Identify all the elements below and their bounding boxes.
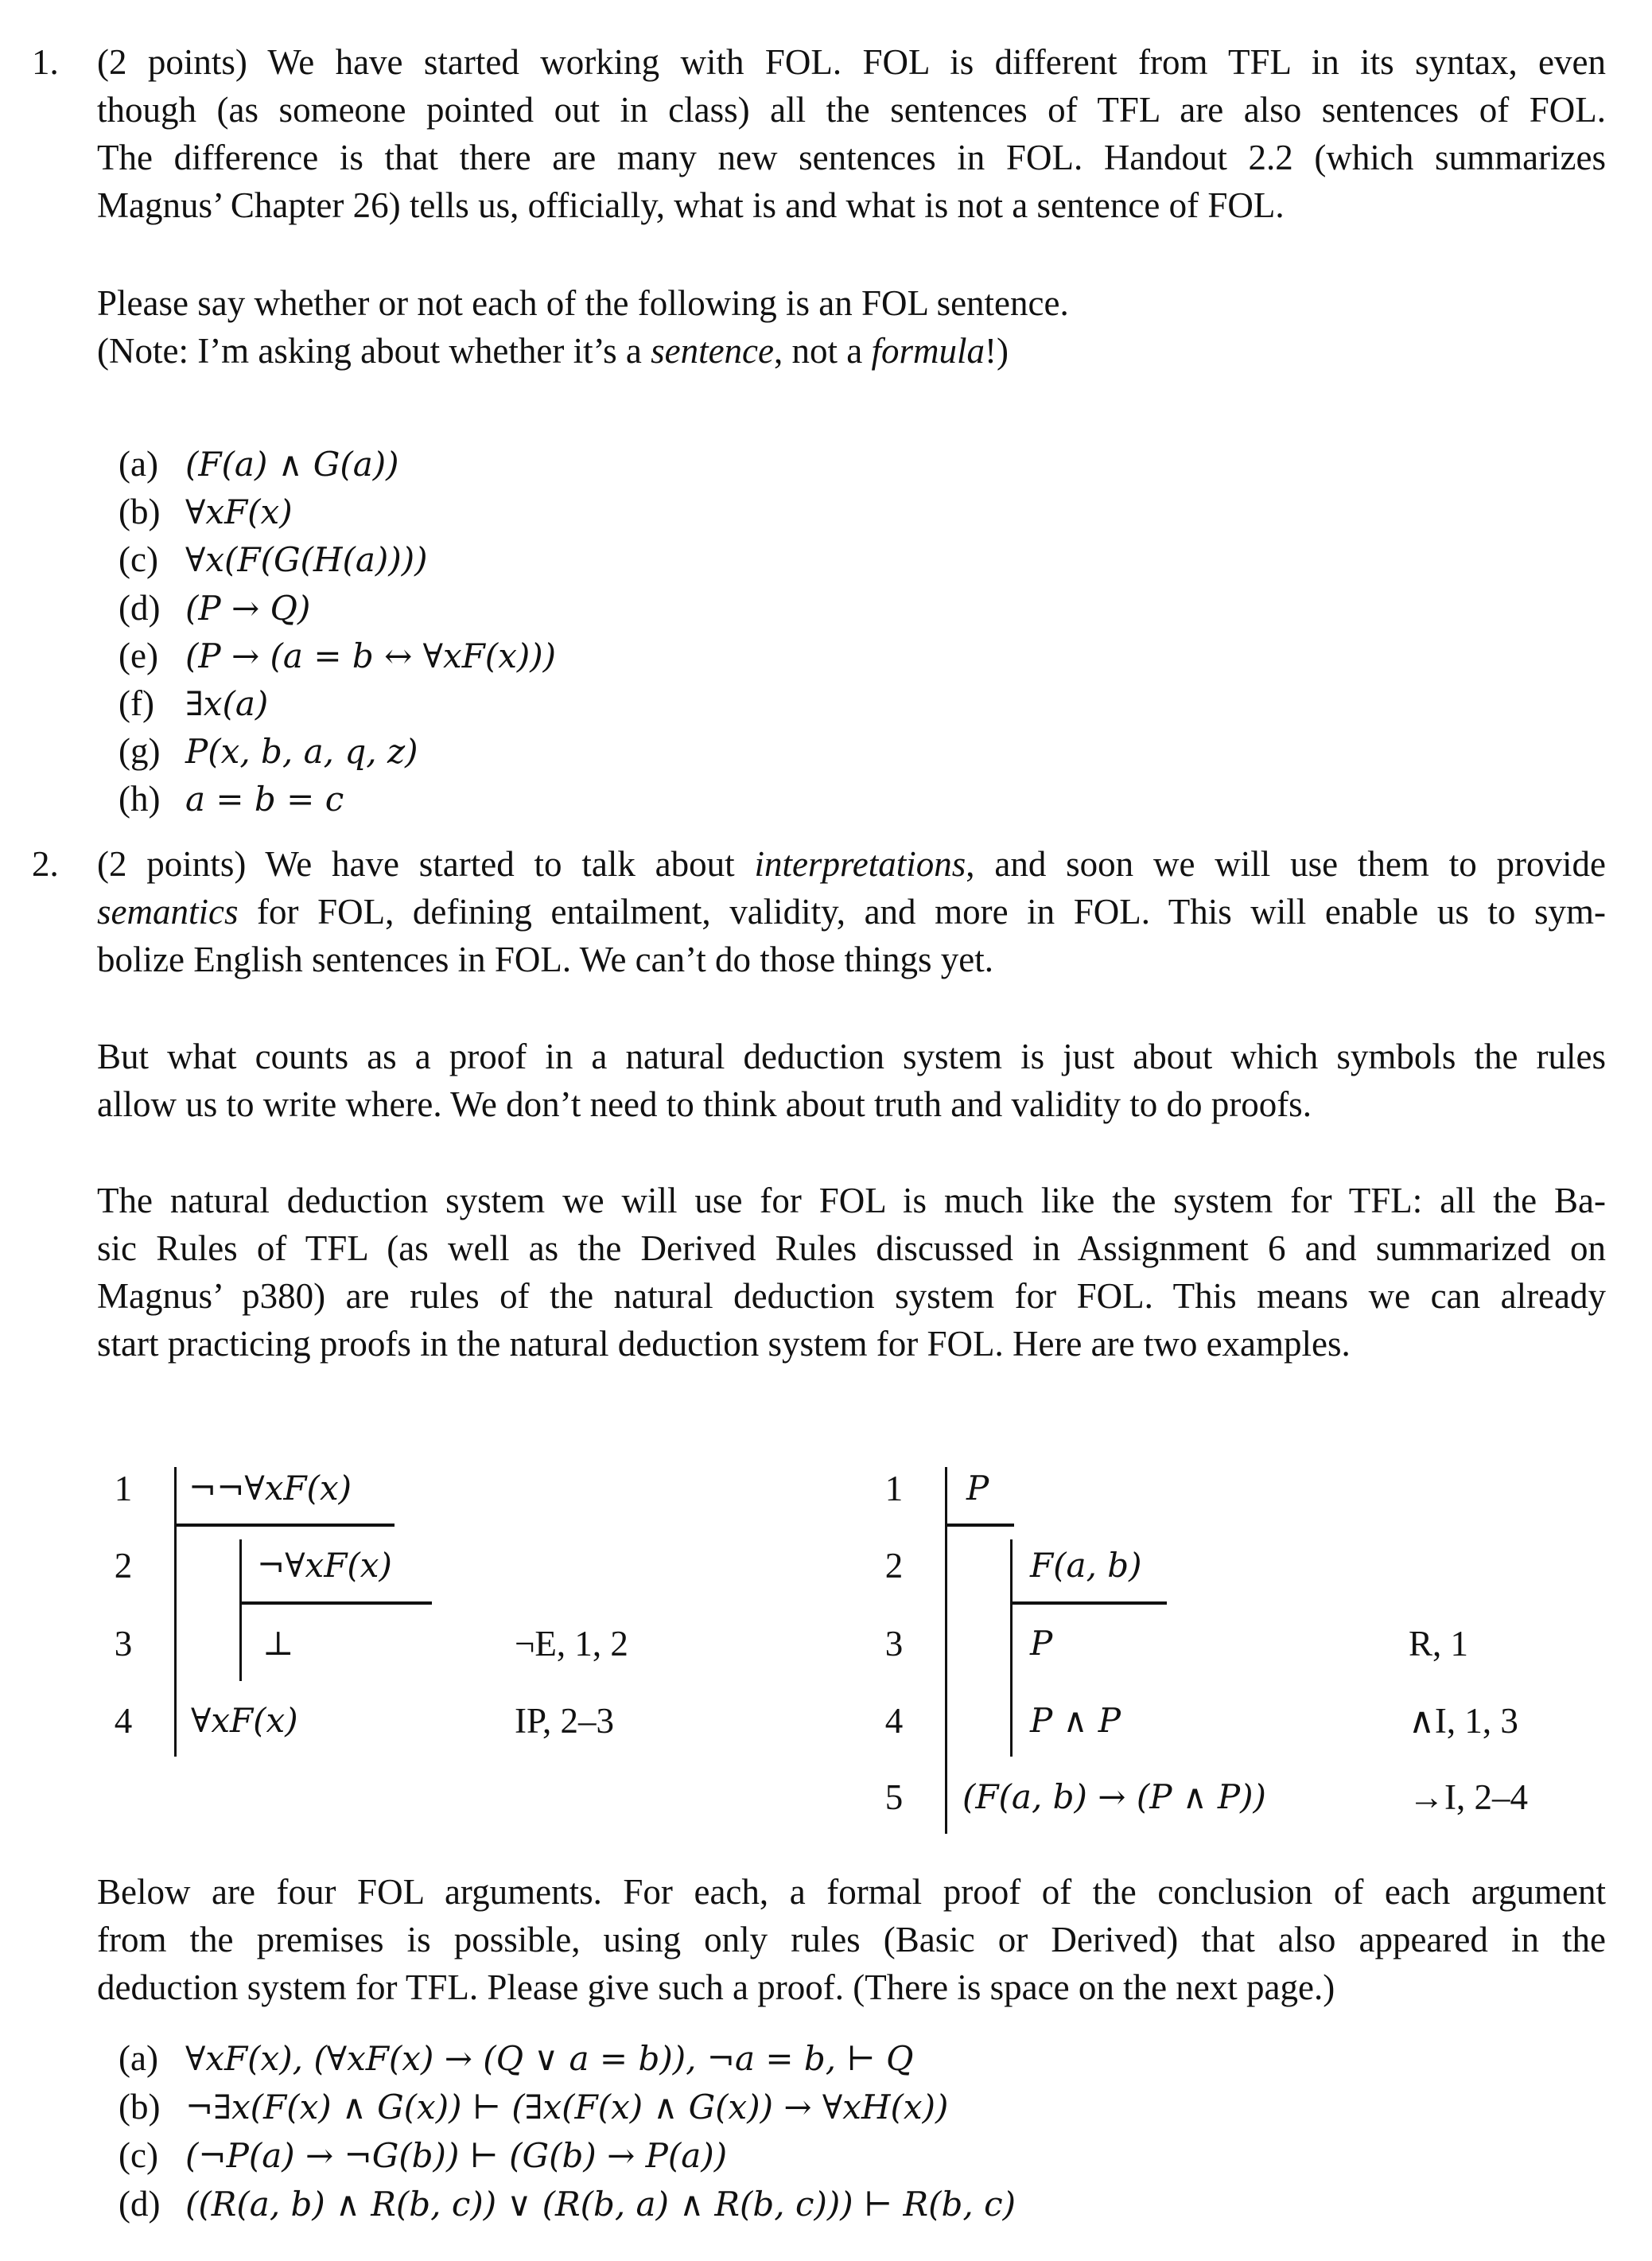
proof-justification: →I, 2–4 <box>1409 1777 1528 1817</box>
assumption-bar <box>1010 1601 1167 1605</box>
question-2-intro <box>97 840 1606 983</box>
subproof-scope-line <box>239 1539 242 1681</box>
question-1-intro <box>97 38 1606 229</box>
formula: (P → (a = b ↔ ∀xF(x))) <box>185 636 557 675</box>
item-label: (b) <box>119 2087 161 2127</box>
text-line: deduction system for TFL. Please give such a proof. (There is space on the next page.) <box>97 1967 1335 2007</box>
item-label: (f) <box>119 683 154 723</box>
list-item <box>119 535 427 583</box>
item-label: (a) <box>119 444 158 484</box>
note-text: , not a <box>774 331 872 371</box>
proof-formula: P ∧ P <box>1030 1701 1121 1740</box>
text-line <box>97 888 1606 936</box>
note-text: !) <box>985 331 1009 371</box>
proof-formula: ⊥ <box>262 1624 294 1663</box>
subproof-scope-line <box>1010 1539 1013 1757</box>
formula: (F(a) ∧ G(a)) <box>185 445 399 484</box>
item-label: (c) <box>119 539 158 580</box>
proof-formula: P <box>1030 1624 1053 1663</box>
assumption-bar <box>239 1601 432 1605</box>
text-line: bolize English sentences in FOL. We can’t do those things yet. <box>97 940 994 979</box>
list-item <box>119 727 418 775</box>
question-2-paragraph-2 <box>97 1033 1606 1128</box>
question-2-paragraph-4 <box>97 1868 1606 2011</box>
proof-formula: ¬∀xF(x) <box>257 1546 392 1585</box>
list-item <box>119 2131 727 2179</box>
question-2-number: 2. <box>32 844 59 884</box>
list-item <box>119 2034 913 2082</box>
item-label: (b) <box>119 492 161 532</box>
emphasis: interpretations <box>754 844 966 884</box>
proof-line-number: 4 <box>114 1701 133 1741</box>
proof-formula: ¬¬∀xF(x) <box>189 1469 352 1508</box>
note-emphasis: sentence <box>651 331 774 371</box>
proof-formula: F(a, b) <box>1030 1546 1142 1585</box>
proof-line-number: 5 <box>884 1777 904 1817</box>
formula: ∀xF(x), (∀xF(x) → (Q ∨ a = b)), ¬a = b, ⊢ Q <box>185 2039 914 2078</box>
question-2-paragraph-3 <box>97 1177 1606 1368</box>
text-line: Magnus’ Chapter 26) tells us, officially, what is and what is not a sentence of FOL. <box>97 185 1285 225</box>
list-item <box>119 2180 1016 2228</box>
text-line: Please say whether or not each of the following is an FOL sentence. <box>97 283 1069 323</box>
item-label: (d) <box>119 587 161 628</box>
proof-line-number: 2 <box>114 1546 133 1586</box>
formula: a = b = c <box>185 780 344 819</box>
text-line: But what counts as a proof in a natural deduction system is just about which symbols the rules <box>97 1037 1606 1076</box>
text-line: Below are four FOL arguments. For each, a formal proof of the conclusion of each argument <box>97 1872 1606 1912</box>
note-emphasis: formula <box>871 331 985 371</box>
item-label: (e) <box>119 635 158 675</box>
text-line: sic Rules of TFL (as well as the Derived Rules discussed in Assignment 6 and summarized on <box>97 1228 1606 1268</box>
proof-scope-line <box>174 1467 177 1757</box>
list-item <box>119 488 293 535</box>
formula: (¬P(a) → ¬G(b)) ⊢ (G(b) → P(a)) <box>185 2136 728 2175</box>
emphasis: semantics <box>97 892 239 932</box>
item-label: (g) <box>119 731 161 772</box>
proof-formula: (F(a, b) → (P ∧ P)) <box>962 1777 1266 1816</box>
proof-line-number: 4 <box>884 1701 904 1741</box>
list-item <box>119 632 556 679</box>
text-line: The natural deduction system we will use for FOL is much like the system for TFL: all the Ba- <box>97 1181 1606 1220</box>
text: , and soon we will use them to provide <box>966 844 1606 884</box>
text: for FOL, defining entailment, validity, and more in FOL. This will enable us to sym- <box>238 892 1606 932</box>
text-line <box>97 840 1606 888</box>
note-line <box>97 327 1606 375</box>
proof-line-number: 3 <box>884 1624 904 1664</box>
formula: ∃x(a) <box>185 684 269 723</box>
text-line: start practicing proofs in the natural deduction system for FOL. Here are two examples. <box>97 1324 1351 1364</box>
question-1-number: 1. <box>32 42 59 82</box>
proof-line-number: 1 <box>884 1469 904 1508</box>
proof-formula: ∀xF(x) <box>191 1701 298 1740</box>
premise-bar <box>174 1524 395 1527</box>
formula: ¬∃x(F(x) ∧ G(x)) ⊢ (∃x(F(x) ∧ G(x)) → ∀xH(x)) <box>185 2088 949 2127</box>
item-label: (c) <box>119 2135 158 2175</box>
proof-scope-line <box>945 1467 947 1834</box>
proof-justification: ¬E, 1, 2 <box>515 1624 628 1664</box>
proof-line-number: 3 <box>114 1624 133 1664</box>
question-1-instructions <box>97 279 1606 375</box>
item-label: (h) <box>119 779 161 819</box>
item-label: (d) <box>119 2184 161 2224</box>
text: (2 points) We have started to talk about <box>97 844 755 884</box>
text-line: (2 points) We have started working with FOL. FOL is different from TFL in its syntax, even <box>97 42 1606 82</box>
proof-justification: ∧I, 1, 3 <box>1409 1701 1518 1741</box>
proof-justification: R, 1 <box>1409 1624 1469 1664</box>
text-line: allow us to write where. We don’t need to think about truth and validity to do proofs. <box>97 1084 1312 1124</box>
proof-formula: P <box>966 1469 989 1508</box>
proof-line-number: 1 <box>114 1469 133 1508</box>
list-item <box>119 584 310 632</box>
formula: P(x, b, a, q, z) <box>185 732 418 772</box>
list-item <box>119 679 268 727</box>
formula: ∀x(F(G(H(a)))) <box>185 540 428 580</box>
premise-bar <box>945 1524 1014 1527</box>
formula: (P → Q) <box>185 588 311 628</box>
proof-line-number: 2 <box>884 1546 904 1586</box>
formula: ∀xF(x) <box>185 492 293 532</box>
note-text: (Note: I’m asking about whether it’s a <box>97 331 651 371</box>
text-line: Magnus’ p380) are rules of the natural deduction system for FOL. This means we can already <box>97 1276 1606 1316</box>
text-line: though (as someone pointed out in class) all the sentences of TFL are also sentences of FOL. <box>97 90 1606 130</box>
text-line: The difference is that there are many new sentences in FOL. Handout 2.2 (which summarizes <box>97 138 1606 177</box>
list-item <box>119 2083 948 2131</box>
formula: ((R(a, b) ∧ R(b, c)) ∨ (R(b, a) ∧ R(b, c))) ⊢ R(b, c) <box>185 2185 1016 2224</box>
list-item <box>119 775 344 823</box>
proof-justification: IP, 2–3 <box>515 1701 615 1741</box>
text-line: from the premises is possible, using only rules (Basic or Derived) that also appeared in the <box>97 1920 1606 1959</box>
item-label: (a) <box>119 2038 158 2078</box>
list-item <box>119 440 399 488</box>
